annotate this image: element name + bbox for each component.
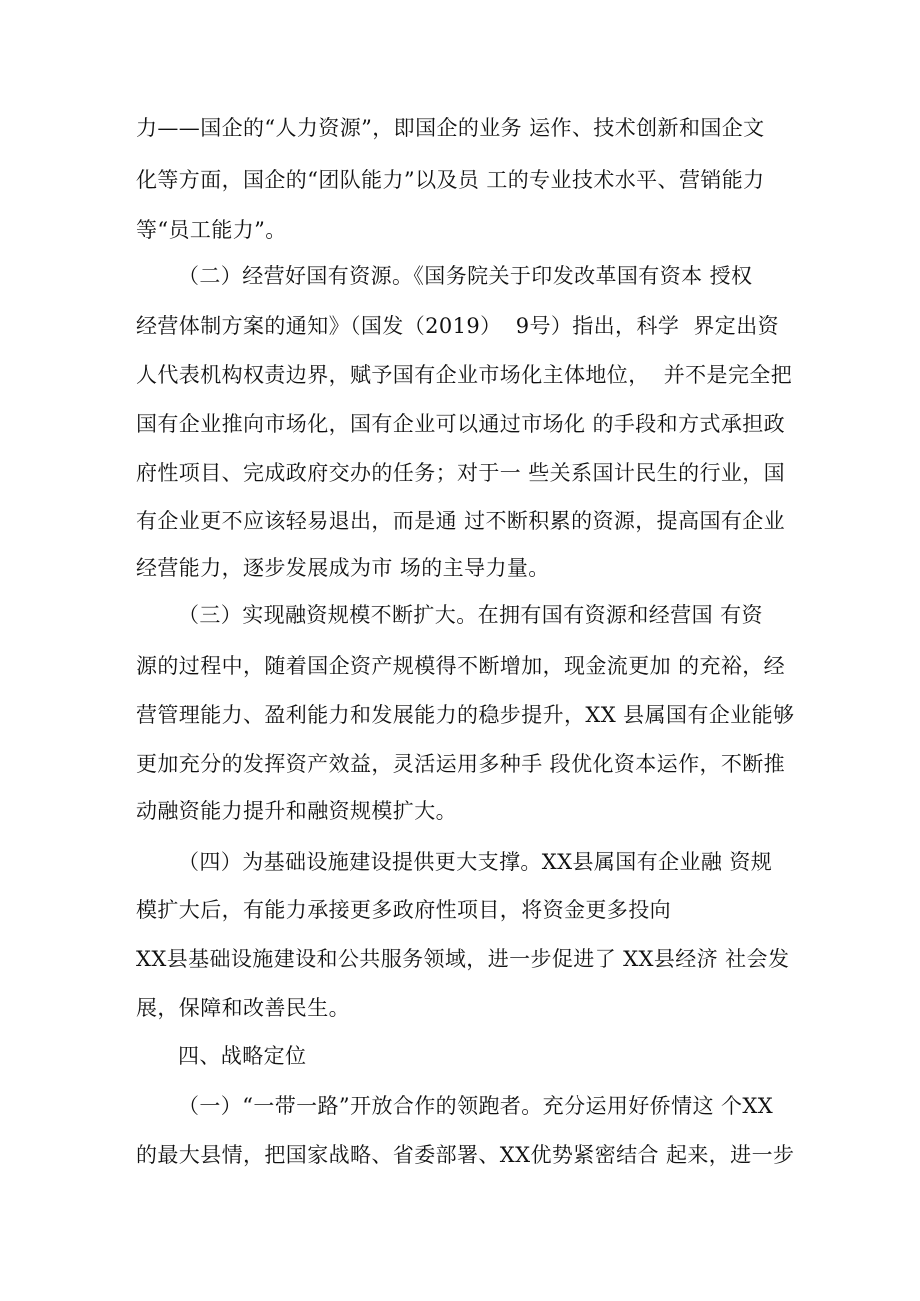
paragraph-line: （二）经营好国有资源。《国务院关于印发改革国有资本 授权 bbox=[178, 264, 753, 288]
paragraph-line: 国有企业推向市场化，国有企业可以通过市场化 的手段和方式承担政 bbox=[136, 412, 786, 436]
paragraph-line: 化等方面，国企的“团队能力”以及员 工的专业技术水平、营销能力 bbox=[136, 168, 765, 192]
paragraph-line: 动融资能力提升和融资规模扩大。 bbox=[136, 799, 457, 823]
paragraph-line: 人代表机构权责边界，赋予国有企业市场化主体地位， 并不是完全把 bbox=[136, 363, 793, 387]
section-heading: 四、战略定位 bbox=[178, 1044, 307, 1068]
paragraph-line: 经营能力，逐步发展成为市 场的主导力量。 bbox=[136, 556, 550, 580]
paragraph-line: 的最大县情，把国家战略、省委部署、XX优势紧密结合 起来，进一步 bbox=[136, 1143, 795, 1167]
paragraph-line: 模扩大后，有能力承接更多政府性项目，将资金更多投向 bbox=[136, 898, 671, 922]
paragraph-line: 更加充分的发挥资产效益，灵活运用多种手 段优化资本运作，不断推 bbox=[136, 752, 786, 776]
paragraph-line: 力——国企的“人力资源”，即国企的业务 运作、技术创新和国企文 bbox=[136, 116, 765, 140]
paragraph-line: 源的过程中，随着国企资产规模得不断增加，现金流更加 的充裕，经 bbox=[136, 654, 786, 678]
paragraph-line: 有企业更不应该轻易退出，而是通 过不断积累的资源，提高国有企业 bbox=[136, 509, 786, 533]
paragraph-line: 经营体制方案的通知》（国发（2019） 9号）指出，科学 界定出资 bbox=[136, 314, 780, 338]
paragraph-line: 等“员工能力”。 bbox=[136, 218, 287, 242]
paragraph-line: 营管理能力、盈利能力和发展能力的稳步提升，XX 县属国有企业能够 bbox=[136, 703, 795, 727]
paragraph-line: （四）为基础设施建设提供更大支撑。XX县属国有企业融 资规 bbox=[178, 850, 773, 874]
paragraph-line: （一）“一带一路”开放合作的领跑者。充分运用好侨情这 个XX bbox=[178, 1094, 774, 1118]
paragraph-line: XX县基础设施建设和公共服务领域，进一步促进了 XX县经济 社会发 bbox=[136, 947, 790, 971]
paragraph-line: 展，保障和改善民生。 bbox=[136, 996, 350, 1020]
paragraph-line: （三）实现融资规模不断扩大。在拥有国有资源和经营国 有资 bbox=[178, 603, 763, 627]
paragraph-line: 府性项目、完成政府交办的任务；对于一 些关系国计民生的行业，国 bbox=[136, 461, 786, 485]
